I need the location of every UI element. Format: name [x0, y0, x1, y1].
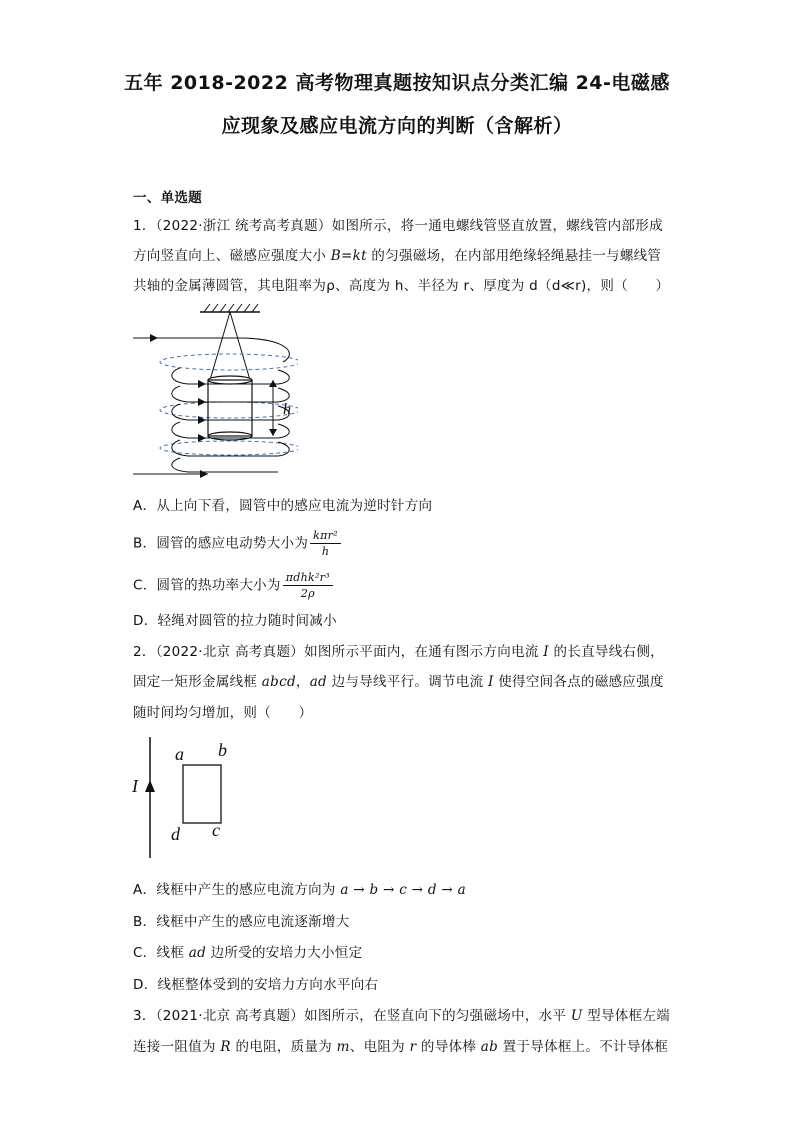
q2-stem-text: 边与导线平行。调节电流 — [327, 674, 488, 690]
q1-formula-b: B=kt — [330, 248, 367, 264]
q2-stem-text: 的长直导线右侧， — [548, 644, 664, 660]
q1-option-c — [133, 570, 333, 601]
q1-stem-line-1: 1．（2022·浙江 统考高考真题）如图所示，将一通电螺线管竖直放置，螺线管内部形成 — [133, 218, 663, 234]
q1-option-b — [133, 528, 341, 559]
q2-symbol-i: I — [543, 644, 549, 660]
q2-symbol-i: I — [487, 674, 494, 690]
q1-stem-line-2 — [133, 244, 661, 264]
q1-option-c-fraction — [283, 570, 333, 601]
q2-figure-label-a: a — [175, 744, 184, 764]
q2-option-c-text: 边所受的安培力大小恒定 — [206, 945, 363, 961]
q1-option-b-text: B．圆管的感应电动势大小为 — [133, 535, 309, 552]
q1-option-b-denominator: h — [321, 545, 330, 558]
q3-stem-line-2 — [133, 1035, 668, 1055]
q2-symbol-ad: ad — [309, 674, 327, 690]
q3-symbol-r-big: R — [220, 1039, 231, 1055]
q3-symbol-ab: ab — [480, 1039, 499, 1055]
q2-figure-label-b: b — [218, 740, 227, 760]
q2-stem-text: 固定一矩形金属线框 — [133, 674, 262, 690]
q2-figure-label-c: c — [212, 820, 220, 840]
q1-option-d: D．轻绳对圆管的拉力随时间减小 — [133, 613, 337, 629]
q3-stem-line-1 — [133, 1004, 670, 1024]
q1-option-b-fraction — [310, 528, 341, 559]
q1-stem-text: 方向竖直向上、磁感应强度大小 — [133, 248, 331, 264]
q2-stem-line-1 — [133, 640, 664, 660]
q3-symbol-u: U — [570, 1008, 583, 1024]
q3-stem-text: 置于导体框上。不计导体框 — [498, 1039, 669, 1055]
q1-option-a: A．从上向下看，圆管中的感应电流为逆时针方向 — [133, 498, 433, 514]
q2-option-a — [133, 878, 466, 898]
q2-stem-line-2 — [133, 670, 664, 690]
section-heading: 一、单选题 — [133, 190, 202, 206]
q1-option-c-numerator: πdhk²r³ — [283, 570, 333, 586]
q2-stem-text: ， — [295, 674, 310, 690]
q2-wire-frame-figure — [128, 732, 238, 862]
q1-stem-text: 的匀强磁场，在内部用绝缘轻绳悬挂一与螺线管 — [366, 248, 662, 264]
document-title-line-1: 五年 2018-2022 高考物理真题按知识点分类汇编 24-电磁感 — [124, 72, 670, 94]
q3-stem-text: 的电阻，质量为 — [230, 1039, 337, 1055]
q3-stem-text: 型导体框左端 — [582, 1008, 670, 1024]
q2-stem-line-3: 随时间均匀增加，则（ ） — [133, 705, 313, 721]
q3-symbol-r: r — [409, 1039, 417, 1055]
q3-stem-text: 3．（2021·北京 高考真题）如图所示，在竖直向下的匀强磁场中，水平 — [133, 1008, 571, 1024]
q3-stem-text: 的导体棒 — [416, 1039, 481, 1055]
q3-stem-text: 、电阻为 — [349, 1039, 410, 1055]
q1-solenoid-figure — [128, 302, 298, 482]
q2-symbol-abcd: abcd — [261, 674, 296, 690]
document-title-line-2: 应现象及感应电流方向的判断（含解析） — [221, 115, 573, 137]
q2-option-a-text: A．线框中产生的感应电流方向为 — [133, 882, 341, 898]
q3-symbol-m: m — [336, 1039, 350, 1055]
q1-option-b-numerator: kπr² — [310, 528, 341, 544]
q3-stem-text: 连接一阻值为 — [133, 1039, 221, 1055]
q1-option-c-text: C．圆管的热功率大小为 — [133, 577, 281, 594]
q2-option-d: D．线框整体受到的安培力方向水平向右 — [133, 977, 379, 993]
q1-option-c-denominator: 2ρ — [300, 587, 315, 600]
q2-option-a-direction: a → b → c → d → a — [340, 882, 466, 898]
q2-stem-text: 使得空间各点的磁感应强度 — [493, 674, 664, 690]
q2-option-c-text: C．线框 — [133, 945, 189, 961]
q2-option-b: B．线框中产生的感应电流逐渐增大 — [133, 914, 350, 930]
q2-figure-label-i: I — [132, 776, 138, 796]
q2-figure-label-d: d — [171, 824, 180, 844]
q2-stem-text: 2．（2022·北京 高考真题）如图所示平面内，在通有图示方向电流 — [133, 644, 544, 660]
q1-stem-line-3: 共轴的金属薄圆管，其电阻率为ρ、高度为 h、半径为 r、厚度为 d（d≪r)，则（ ） — [133, 278, 670, 294]
q2-symbol-ad: ad — [188, 945, 207, 961]
q1-figure-h-label: h — [283, 401, 291, 418]
q2-option-c — [133, 941, 362, 961]
